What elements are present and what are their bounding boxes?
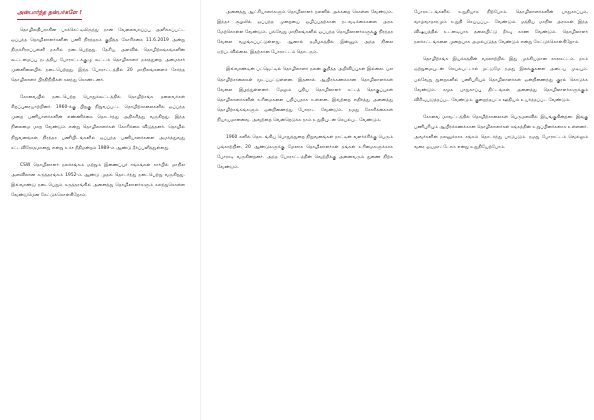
- paragraph: கோவை மாவட்டத்தில் தொழிற்சாலைகள் பெருமளவில் இயங்குகின்றன. இங்கு பணிபுரியும் ஆயிரக்கணக்கான தொழிலாளர்கள் சங்கத்தின் உறுப்பினர்களாக உள்ளனர். அவர்களின் நலனுக்காக சங்கம் தொடர்ந்து பாடுபடும். நமது போராட்டம் வெல்லும் வரை ஓயமாட்டோம் என்று உறுதியேற்போம்.: [414, 114, 588, 151]
- paragraph: அனைத்து ஆட்சியாளர்களும் தொழிலாளர் நலனில் அக்கறை கொள்ள வேண்டும். இந்தச் சூழலில் ஒப்பந்த முறையை ஒழிப்பதற்கான நடவடிக்கைகளை அரசு மேற்கொள்ள வேண்டும். பல்வேறு மாநிலங்களில் ஒப்பந்த தொழிலாளர்களுக்கு நிரந்தர வேலை வழங்கப்பட்டுள்ளது. ஆனால் தமிழகத்தில் இன்னும் அந்த நிலை ஏற்படவில்லை. இதற்கான போராட்டம் தொடரும்.: [217, 10, 393, 56]
- paragraph: தொழிலதிபராகின பாக்கெட்டிலிருந்து நான் வேலைவாய்ப்பு அளிக்கப்பட்ட ஒப்பந்த தொழிலாளர்களின் பணி நிரந்தரம் குறித்த கோரிக்கை 11.6.2019 அன்று திருச்சிராப்பள்ளி நகரில் நடைபெற்றது. தேசிய அளவில் தொழிற்சங்கங்களின் கூட்டமைப்பு நடத்திய போராட்டக்குழு கூட்டம் தொழிலாளர் நலத்துறை அமைச்சர் முன்னிலையில் நடைபெற்றது. இந்த போராட்டத்தில் 20 மாநிலங்களைச் சேர்ந்த தொழிலாளர் பிரதிநிதிகள் கலந்து கொண்டனர்.: [11, 27, 185, 84]
- paragraph: CSW தொழிலாளர் நலச்சங்கம் மற்றும் இணைப்புச் சங்கங்கள் சார்பில் மாநில அளவிலான கருத்தரங்கம் 1952-ம் ஆண்டு முதல் தொடர்ந்து நடைபெற்று வருகிறது. இவ்வாண்டு நடைபெறும் கருத்தரங்கில் அனைத்து தொழிலாளர்களும் கலந்துகொள்ள வேண்டுமென கேட்டுக்கொள்கிறோம்.: [11, 162, 185, 198]
- left-column: [11, 8, 185, 420]
- paragraph: தொழிற்சங்க இயக்கத்தின் வரலாற்றில் இது முக்கியமான காலகட்டம். நாம் ஒற்றுமையுடன் செயல்பட்டால் மட்டுமே நமது இலக்குகளை அடைய முடியும். பல்வேறு துறைகளில் பணிபுரியும் தொழிலாளர்கள் ஒன்றிணைந்து குரல் கொடுக்க வேண்டும். சமூக பாதுகாப்பு திட்டங்கள் அனைத்து தொழிலாளர்களுக்கும் விரிவுபடுத்தப்பட வேண்டும். குறைந்தபட்ச ஊதியம் உயர்த்தப்பட வேண்டும்.: [414, 57, 588, 103]
- salutation-heading: அன்பார்ந்த தன்பர்களே !: [17, 8, 82, 20]
- paragraph: இவ்வாண்டின் பட்ஜெட்டில் தொழிலாளர் நலன் குறித்த அறிவிப்புகள் இல்லை. பல தொழிற்சாலைகள் மூடப்பட்டுள்ளன. இதனால் ஆயிரக்கணக்கான தொழிலாளர்கள் வேலை இழந்துள்ளனர். மேலும் புதிய தொழிலாளர் சட்டத் தொகுப்புகள் தொழிலாளர்களின் உரிமைகளை பறிப்பதாக உள்ளன. இவற்றை எதிர்த்து அனைத்து தொழிற்சங்கங்களும் ஒன்றிணைந்து போராட வேண்டும். நமது கோரிக்கைகள் நியாயமானவை. அவற்றை வென்றெடுக்க நாம் உறுதியுடன் செயல்பட வேண்டும்.: [217, 67, 393, 123]
- right-column: [414, 8, 588, 420]
- column-divider: [200, 0, 201, 420]
- paragraph: போராட்டங்களில் உறுதியாக நிற்போம். தொழிலாளர்களின் பாதுகாப்பும், வாழ்வாதாரமும் உறுதி செய்யப்பட வேண்டும். மத்திய மாநில அரசுகள் இந்த விஷயத்தில் உடனடியாக தலையிட்டு தீர்வு காண வேண்டும். தொழிலாளர் நலச்சட்டங்களை முறையாக அமல்படுத்த வேண்டும் என்று கேட்டுக்கொள்கிறோம்.: [414, 10, 588, 46]
- paragraph: 1960 களில் தொடங்கிய பொதுத்துறை நிறுவனங்கள் நாட்டின் வளர்ச்சிக்கு பெரும் பங்காற்றின. 20 ஆண்டுகளுக்கு மேலாக தொழிலாளர்கள் தங்கள் உரிமைகளுக்காக போராடி வருகின்றனர். அந்த போராட்டத்தின் வெற்றிக்கு அனைவரும் துணை நிற்க வேண்டும்.: [217, 135, 393, 171]
- middle-column: [217, 8, 393, 420]
- paragraph: கோவையில் நடைபெற்ற பொதுக்கூட்டத்தில் தொழிற்சங்க தலைவர்கள் சிறப்புரையாற்றினர். 1960-க்கு பிறகு நிறுவப்பட்ட தொழிற்சாலைகளில் ஒப்பந்த முறை பணியாளர்களின் எண்ணிக்கை தொடர்ந்து அதிகரித்து வருகிறது. இந்த நிலைமை மாற வேண்டும் என்று தொழிலாளர்கள் கோரிக்கை விடுத்தனர். தொழில் நிறுவனங்கள் நிரந்தர பணியிடங்களில் ஒப்பந்த பணியாளர்களை அமர்த்துவது சட்டவிரோதமானது என்று உச்ச நீதிமன்றம் 1989-ம் ஆண்டு தீர்ப்பளித்துள்ளது.: [11, 95, 185, 151]
